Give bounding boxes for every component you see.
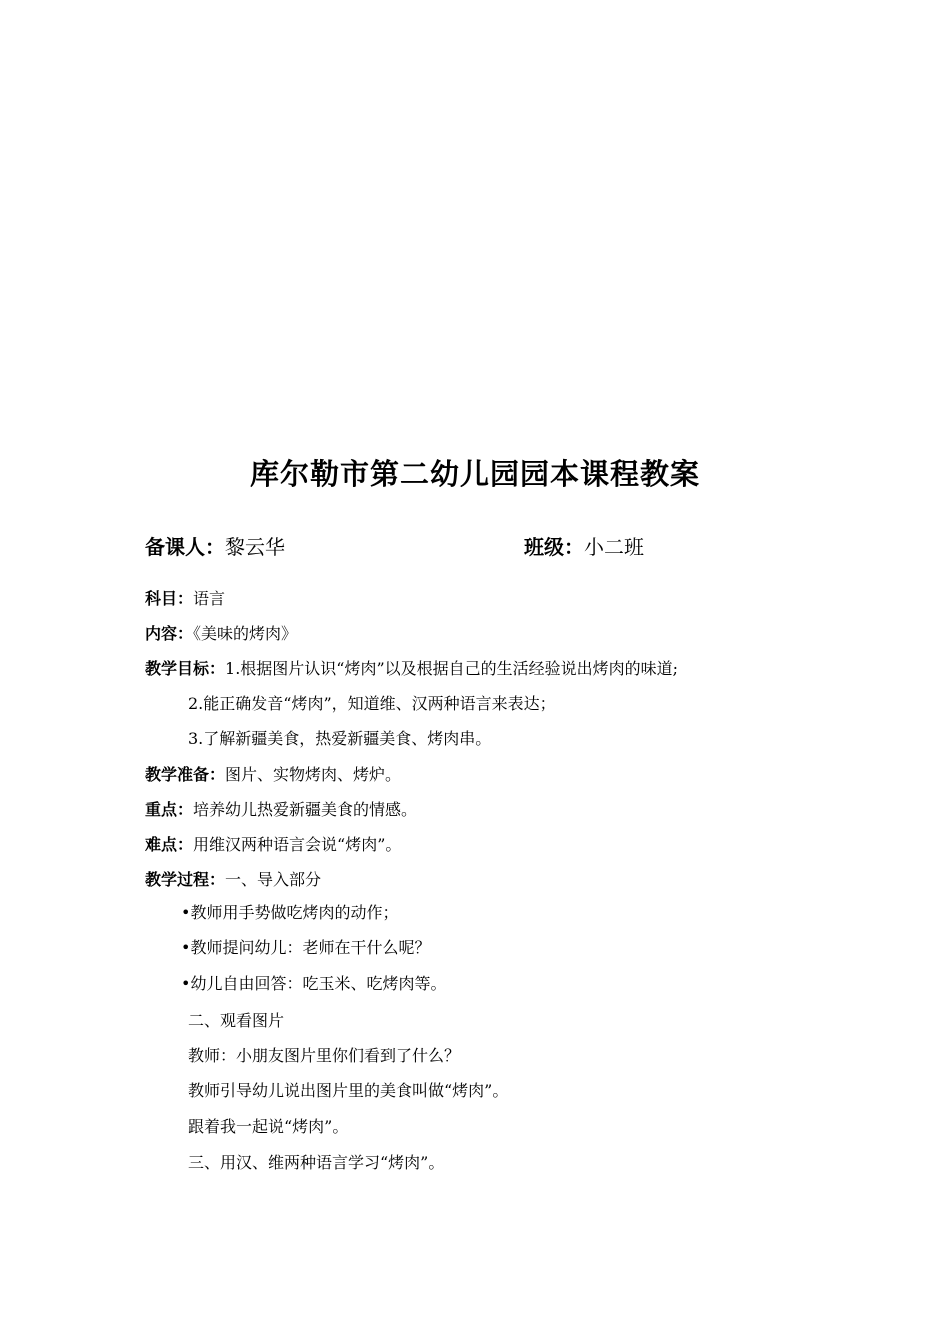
key-point-label: 重点： bbox=[145, 800, 194, 819]
goals-label: 教学目标： bbox=[145, 659, 226, 678]
process-step: 一、导入部分 bbox=[225, 870, 322, 889]
process-bullet: •幼儿自由回答：吃玉米、吃烤肉等。 bbox=[181, 974, 447, 993]
content-label: 内容： bbox=[145, 624, 194, 643]
process-bullet: •教师提问幼儿：老师在干什么呢？ bbox=[181, 938, 431, 957]
subject-line bbox=[145, 589, 225, 609]
header-info bbox=[145, 531, 845, 561]
goal-item: 1.根据图片认识“烤肉”以及根据自己的生活经验说出烤肉的味道; bbox=[225, 659, 679, 678]
subject-label: 科目： bbox=[145, 589, 194, 608]
process-text: 教师：小朋友图片里你们看到了什么？ bbox=[188, 1046, 461, 1065]
difficulty-label: 难点： bbox=[145, 835, 194, 854]
content-value: 《美味的烤肉》 bbox=[193, 624, 298, 643]
class-label: 班级： bbox=[524, 535, 584, 559]
preparer-value: 黎云华 bbox=[225, 535, 285, 559]
preparer-field bbox=[145, 531, 285, 560]
goal-item: 2.能正确发音“烤肉”，知道维、汉两种语言来表达； bbox=[188, 694, 556, 713]
process-label: 教学过程： bbox=[145, 870, 226, 889]
process-text: 教师引导幼儿说出图片里的美食叫做“烤肉”。 bbox=[188, 1081, 509, 1100]
goal-item: 3.了解新疆美食，热爱新疆美食、烤肉串。 bbox=[188, 729, 492, 748]
process-bullet: •教师用手势做吃烤肉的动作； bbox=[181, 903, 399, 922]
class-field bbox=[524, 531, 644, 560]
class-value: 小二班 bbox=[584, 535, 644, 559]
subject-value: 语言 bbox=[193, 589, 226, 608]
process-step: 二、观看图片 bbox=[188, 1011, 285, 1030]
process-line bbox=[145, 870, 321, 890]
difficulty-value: 用维汉两种语言会说“烤肉”。 bbox=[193, 835, 402, 854]
process-step: 三、用汉、维两种语言学习“烤肉”。 bbox=[188, 1153, 445, 1172]
key-point-line bbox=[145, 800, 417, 820]
page-title: 库尔勒市第二幼儿园园本课程教案 bbox=[249, 457, 700, 491]
prep-line bbox=[145, 765, 401, 785]
process-text: 跟着我一起说“烤肉”。 bbox=[188, 1117, 349, 1136]
prep-label: 教学准备： bbox=[145, 765, 226, 784]
preparer-label: 备课人： bbox=[145, 535, 225, 559]
content-line bbox=[145, 624, 297, 644]
key-point-value: 培养幼儿热爱新疆美食的情感。 bbox=[193, 800, 418, 819]
difficulty-line bbox=[145, 835, 401, 855]
prep-value: 图片、实物烤肉、烤炉。 bbox=[225, 765, 402, 784]
goals-line bbox=[145, 659, 678, 679]
